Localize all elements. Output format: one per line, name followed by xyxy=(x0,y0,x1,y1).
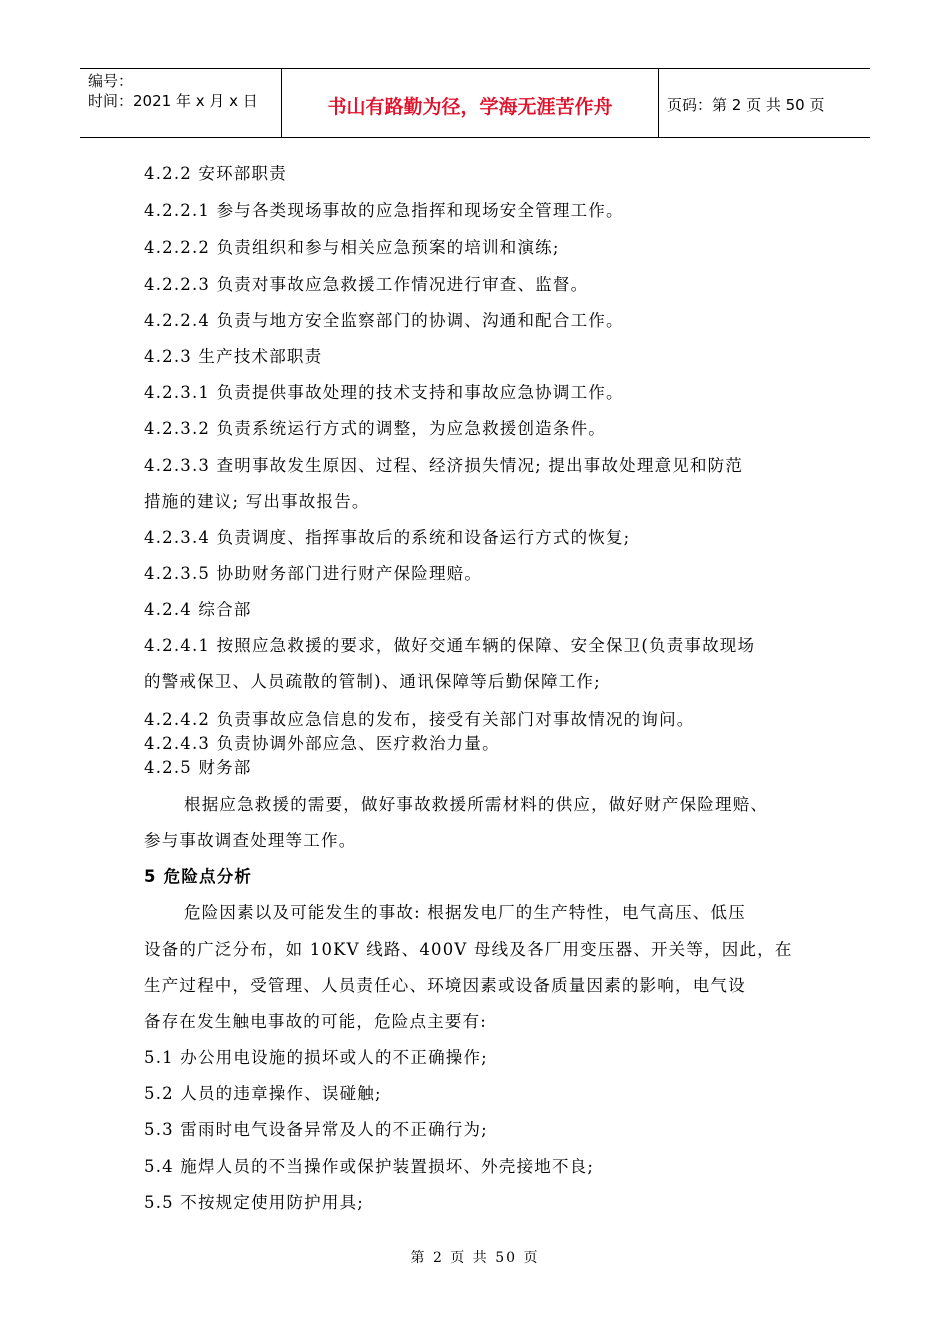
section-5-heading: 5 危险点分析 xyxy=(144,867,253,886)
heading-4-2-4: 4.2.4 综合部 xyxy=(144,600,252,619)
list-item: 5.5 不按规定使用防护用具; xyxy=(144,1193,365,1212)
paragraph-line: 4.2.3.4 负责调度、指挥事故后的系统和设备运行方式的恢复; xyxy=(144,528,631,547)
list-item: 5.4 施焊人员的不当操作或保护装置损坏、外壳接地不良; xyxy=(144,1157,595,1176)
page-footer: 第 2 页 共 50 页 xyxy=(410,1250,540,1266)
paragraph-line: 的警戒保卫、人员疏散的管制)、通讯保障等后勤保障工作; xyxy=(144,672,601,691)
paragraph-line: 4.2.2.4 负责与地方安全监察部门的协调、沟通和配合工作。 xyxy=(144,311,624,330)
paragraph-line: 备存在发生触电事故的可能，危险点主要有: xyxy=(144,1012,488,1031)
list-item: 5.1 办公用电设施的损坏或人的不正确操作; xyxy=(144,1048,488,1067)
paragraph-line: 4.2.4.1 按照应急救援的要求，做好交通车辆的保障、安全保卫(负责事故现场 xyxy=(144,636,756,655)
paragraph-line: 4.2.3.5 协助财务部门进行财产保险理赔。 xyxy=(144,564,483,583)
list-item: 5.3 雷雨时电气设备异常及人的不正确行为; xyxy=(144,1120,488,1139)
paragraph-line: 4.2.2.2 负责组织和参与相关应急预案的培训和演练; xyxy=(144,238,560,257)
paragraph-line: 措施的建议; 写出事故报告。 xyxy=(144,492,370,511)
paragraph-line: 4.2.3.2 负责系统运行方式的调整，为应急救援创造条件。 xyxy=(144,419,606,438)
paragraph-line: 参与事故调查处理等工作。 xyxy=(144,831,357,850)
paragraph-line: 4.2.4.3 负责协调外部应急、医疗救治力量。 xyxy=(144,734,500,753)
page-header xyxy=(80,68,870,138)
header-motto: 书山有路勤为径，学海无涯苦作舟 xyxy=(282,69,659,137)
paragraph-line: 设备的广泛分布，如 10KV 线路、400V 母线及各厂用变压器、开关等，因此，在 xyxy=(144,940,793,959)
paragraph-line: 根据应急救援的需要，做好事故救援所需材料的供应，做好财产保险理赔、 xyxy=(184,795,769,814)
heading-4-2-3: 4.2.3 生产技术部职责 xyxy=(144,347,323,366)
paragraph-line: 4.2.3.1 负责提供事故处理的技术支持和事故应急协调工作。 xyxy=(144,383,624,402)
header-page-info: 页码：第 2 页 共 50 页 xyxy=(667,95,825,114)
paragraph-line: 4.2.2.3 负责对事故应急救援工作情况进行审查、监督。 xyxy=(144,275,589,294)
paragraph-line: 4.2.3.3 查明事故发生原因、过程、经济损失情况; 提出事故处理意见和防范 xyxy=(144,456,744,475)
paragraph-line: 4.2.4.2 负责事故应急信息的发布，接受有关部门对事故情况的询问。 xyxy=(144,710,695,729)
code-label: 编号： xyxy=(88,72,134,90)
list-item: 5.2 人员的违章操作、误碰触; xyxy=(144,1084,382,1103)
heading-4-2-2: 4.2.2 安环部职责 xyxy=(144,164,287,183)
paragraph-line: 危险因素以及可能发生的事故: 根据发电厂的生产特性，电气高压、低压 xyxy=(184,903,746,922)
header-meta xyxy=(80,69,282,137)
paragraph-line: 4.2.2.1 参与各类现场事故的应急指挥和现场安全管理工作。 xyxy=(144,201,624,220)
heading-4-2-5: 4.2.5 财务部 xyxy=(144,758,252,777)
time-label: 时间：2021 年 x 月 x 日 xyxy=(88,92,258,110)
paragraph-line: 生产过程中，受管理、人员责任心、环境因素或设备质量因素的影响，电气设 xyxy=(144,976,746,995)
